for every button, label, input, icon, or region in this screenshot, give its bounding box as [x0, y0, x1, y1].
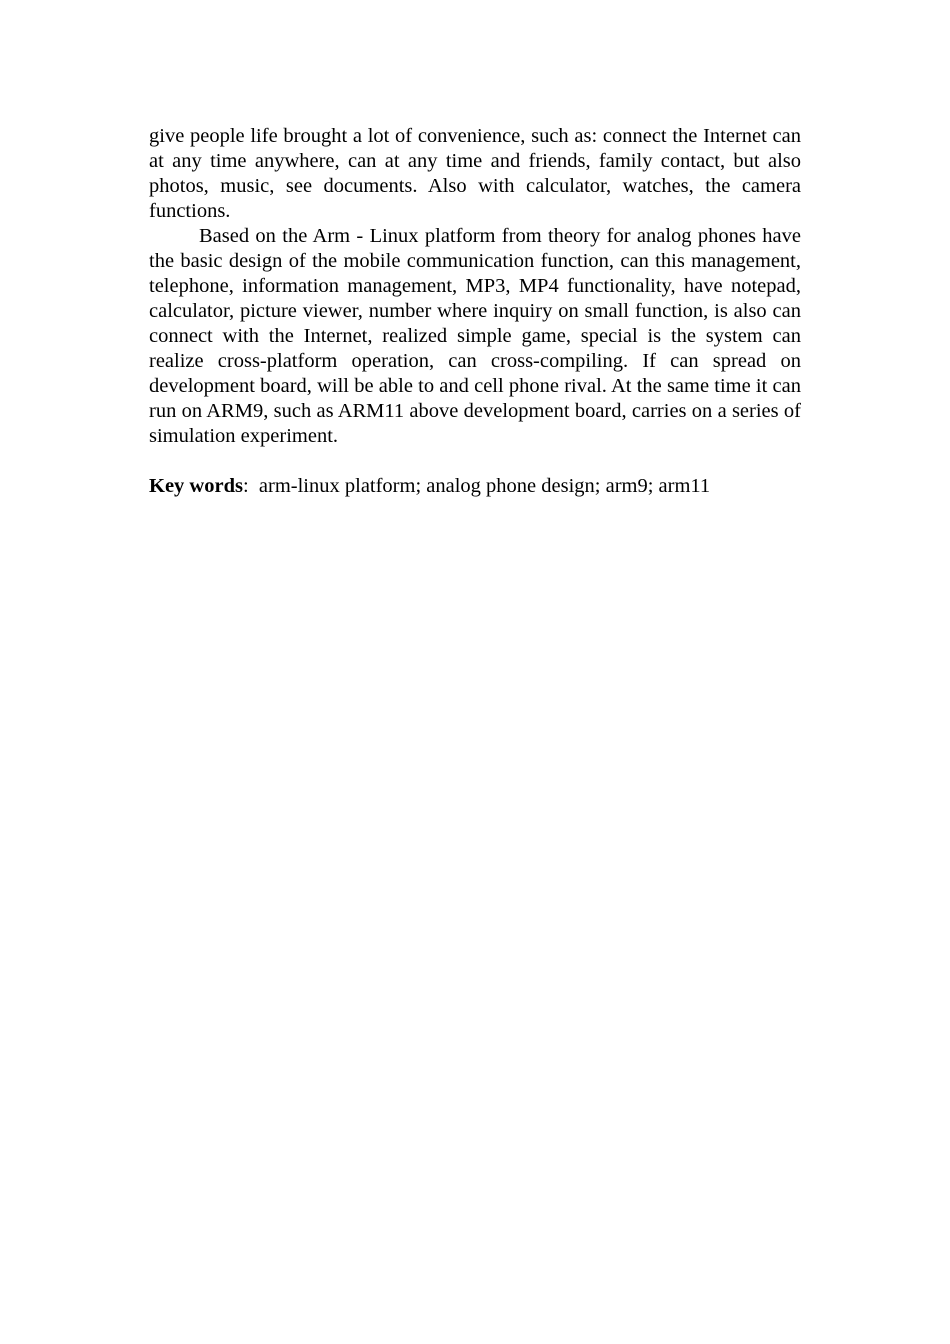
body-paragraph-1: give people life brought a lot of convenience, such as: connect the Internet can at any time anywhere, can at any time and friends, family contact, but also photos, music, see documents. Also with calculator, watches, the camera functions.	[149, 125, 801, 222]
keywords-line	[149, 474, 801, 499]
keywords-label: Key words	[149, 475, 243, 497]
keywords-separator: :	[242, 475, 249, 497]
body-paragraph-2: Based on the Arm - Linux platform from theory for analog phones have the basic design of the mobile communication function, can this management, telephone, information management, MP3, MP4 functionality, have notepad, calculator, picture viewer, number where inquiry on small function, is also can connect with the Internet, realized simple game, special is the system can realize cross-platform operation, can cross-compiling. If can spread on development board, will be able to and cell phone rival. At the same time it can run on ARM9, such as ARM11 above development board, carries on a series of simulation experiment.	[149, 225, 801, 447]
document-page	[149, 124, 801, 499]
keywords-text: arm-linux platform; analog phone design; arm9; arm11	[258, 475, 711, 497]
